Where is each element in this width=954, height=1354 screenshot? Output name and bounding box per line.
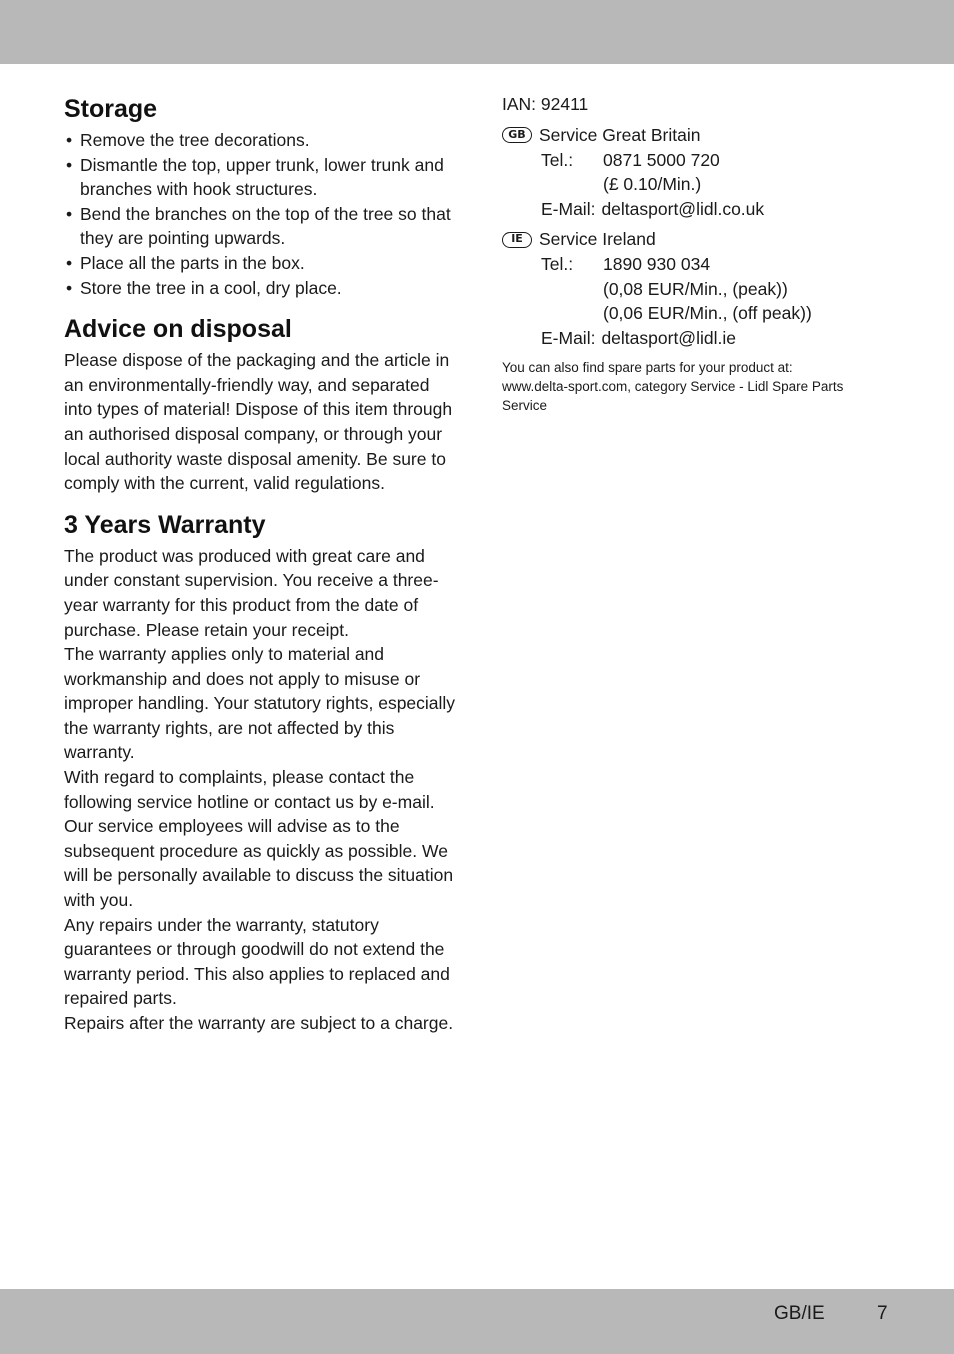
service-ie-email-link[interactable]: deltasport@lidl.ie (601, 327, 736, 348)
storage-heading: Storage (64, 95, 158, 123)
header-band (0, 0, 954, 64)
warranty-heading: 3 Years Warranty (64, 510, 266, 539)
paragraph: With regard to complaints, please contact the following service hotline or contact us by e-mail. Our service employees will advise as to the subsequent procedure as quickly as possible. We will be personally available to discuss the situation with you. (64, 767, 454, 911)
paragraph: Please dispose of the packaging and the article in an environmentally-friendly way, and separated into types of material! Dispose of this item through an authorised disposal company, or through your local authority waste disposal amenity. Be sure to comply with the current, valid regulations. (64, 350, 453, 494)
service-gb-email-row (502, 197, 902, 222)
disposal-section (64, 312, 459, 496)
list-item: • Dismantle the top, upper trunk, lower trunk and branches with hook structures. (64, 153, 459, 202)
disposal-heading: Advice on disposal (64, 315, 292, 344)
service-gb-tel[interactable]: 0871 5000 720 (603, 149, 720, 170)
list-item: • Remove the tree decorations. (64, 128, 459, 153)
email-label: E-Mail: (541, 327, 596, 348)
service-ie-email-row (502, 326, 902, 351)
tel-label: Tel.: (541, 149, 574, 170)
service-gb (502, 123, 902, 221)
service-gb-name: Service Great Britain (539, 125, 701, 145)
list-item: • Place all the parts in the box. (64, 251, 459, 276)
storage-section (64, 92, 459, 300)
warranty-text (64, 544, 459, 1036)
service-gb-tel-row (502, 148, 902, 173)
service-ie-tel[interactable]: 1890 930 034 (603, 253, 711, 274)
service-gb-rate: (£ 0.10/Min.) (603, 174, 702, 195)
spare-parts-note: You can also find spare parts for your product at: www.delta-sport.com, category Service - Lidl Spare Parts Service (502, 360, 844, 414)
page-number: 7 (877, 1303, 888, 1324)
service-ie-rate-peak: (0,08 EUR/Min., (peak)) (603, 278, 788, 299)
ie-country-badge-icon: IE (502, 232, 532, 248)
service-ie-rate-offpeak: (0,06 EUR/Min., (off peak)) (603, 303, 812, 324)
service-ie-rate-peak-row (502, 277, 902, 302)
footer-region-label: GB/IE (774, 1303, 825, 1324)
service-ie-header (502, 227, 902, 252)
paragraph: The product was produced with great care and under constant supervision. You receive a three-year warranty for this product from the date of purchase. Please retain your receipt. (64, 545, 439, 640)
service-ie-rate-offpeak-row (502, 301, 902, 326)
list-item: • Bend the branches on the top of the tree so that they are pointing upwards. (64, 202, 459, 251)
paragraph: The warranty applies only to material and workmanship and does not apply to misuse or improper handling. Your statutory rights, especially the warranty rights, are not affected by this warranty. (64, 644, 456, 763)
storage-list (64, 128, 459, 300)
disposal-text (64, 348, 459, 496)
email-label: E-Mail: (541, 198, 596, 219)
service-gb-header (502, 123, 902, 148)
service-gb-rate-row (502, 172, 902, 197)
service-ie (502, 227, 902, 350)
gb-country-badge-icon: GB (502, 127, 532, 143)
paragraph: Repairs after the warranty are subject to a charge. (64, 1013, 454, 1033)
list-item: • Store the tree in a cool, dry place. (64, 276, 459, 301)
ian-number: IAN: 92411 (502, 94, 589, 114)
tel-label: Tel.: (541, 253, 574, 274)
right-column (502, 92, 902, 415)
service-ie-name: Service Ireland (539, 229, 656, 250)
left-column (64, 92, 459, 1048)
paragraph: Any repairs under the warranty, statutory guarantees or through goodwill do not extend the warranty period. This also applies to replaced and repaired parts. (64, 914, 450, 1009)
warranty-section (64, 508, 459, 1036)
service-ie-tel-row (502, 252, 902, 277)
service-gb-email-link[interactable]: deltasport@lidl.co.uk (601, 198, 765, 219)
